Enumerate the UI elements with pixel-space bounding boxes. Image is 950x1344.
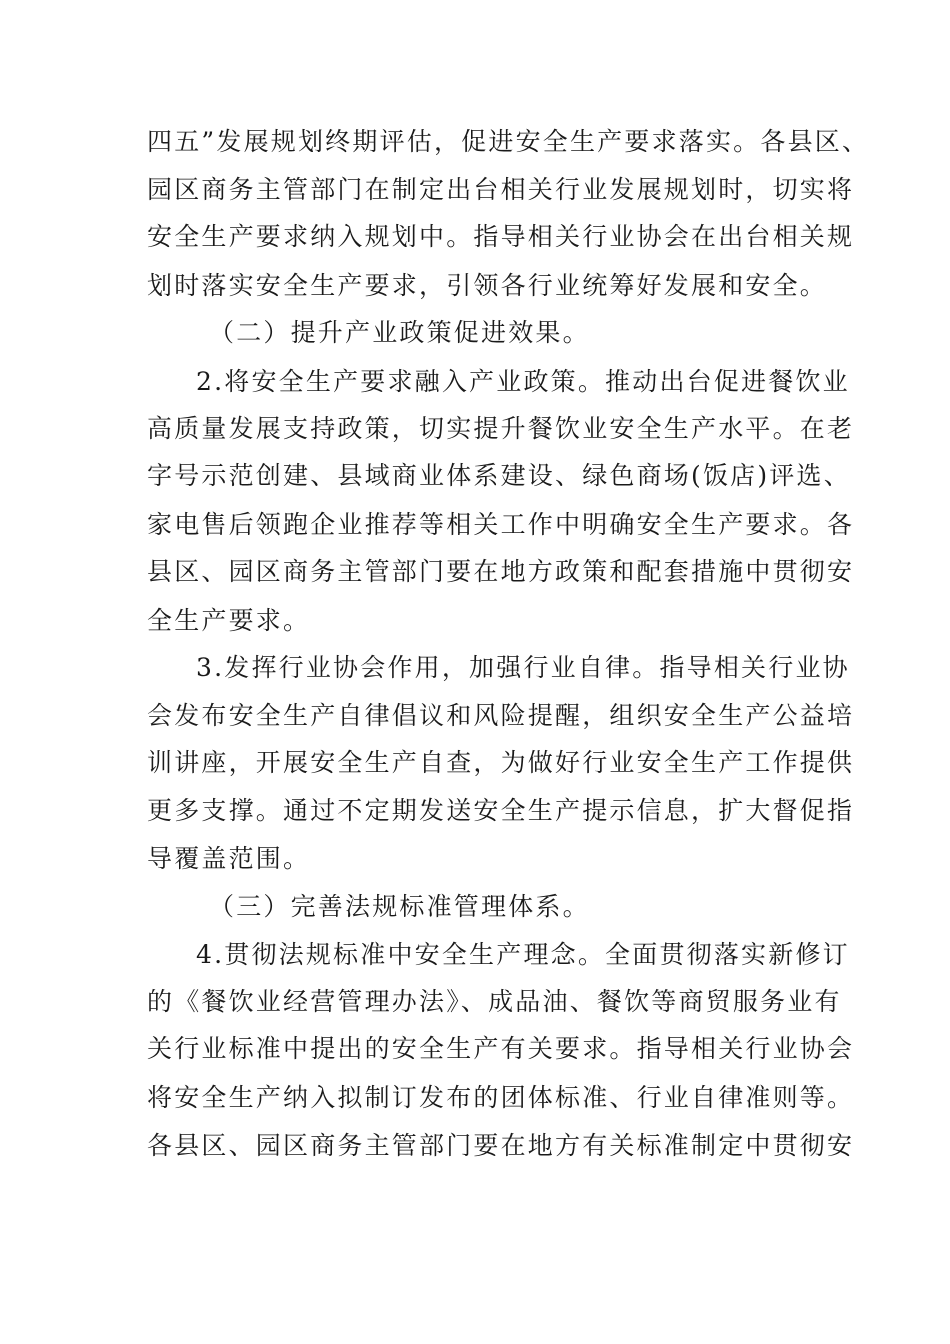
text-line: 训讲座，开展安全生产自查，为做好行业安全生产工作提供 bbox=[147, 748, 855, 777]
text-line: 家电售后领跑企业推荐等相关工作中明确安全生产要求。各 bbox=[147, 510, 855, 539]
paragraph-start: 4.贯彻法规标准中安全生产理念。全面贯彻落实新修订 bbox=[196, 940, 850, 969]
text-line: 安全生产要求纳入规划中。指导相关行业协会在出台相关规 bbox=[147, 222, 855, 251]
text-line: 将安全生产纳入拟制订发布的团体标准、行业自律准则等。 bbox=[147, 1083, 855, 1112]
paragraph-start: 3.发挥行业协会作用，加强行业自律。指导相关行业协 bbox=[196, 653, 850, 682]
text-line: 导覆盖范围。 bbox=[147, 844, 311, 873]
text-line: 高质量发展支持政策，切实提升餐饮业安全生产水平。在老 bbox=[147, 414, 855, 443]
text-line: 更多支撑。通过不定期发送安全生产提示信息，扩大督促指 bbox=[147, 796, 855, 825]
text-line: 字号示范创建、县域商业体系建设、绿色商场(饭店)评选、 bbox=[147, 461, 851, 490]
text-line: 的《餐饮业经营管理办法》、成品油、餐饮等商贸服务业有 bbox=[147, 987, 842, 1016]
text-line: 各县区、园区商务主管部门要在地方有关标准制定中贯彻安 bbox=[147, 1131, 855, 1160]
text-line: 全生产要求。 bbox=[147, 606, 311, 635]
text-line: 划时落实安全生产要求，引领各行业统筹好发展和安全。 bbox=[147, 271, 828, 300]
section-heading: （三）完善法规标准管理体系。 bbox=[209, 892, 590, 921]
section-heading: （二）提升产业政策促进效果。 bbox=[209, 318, 590, 347]
text-line: 关行业标准中提出的安全生产有关要求。指导相关行业协会 bbox=[147, 1034, 855, 1063]
text-line: 会发布安全生产自律倡议和风险提醒，组织安全生产公益培 bbox=[147, 701, 855, 730]
text-line: 四五”发展规划终期评估，促进安全生产要求落实。各县区、 bbox=[147, 127, 870, 156]
text-line: 园区商务主管部门在制定出台相关行业发展规划时，切实将 bbox=[147, 175, 855, 204]
text-line: 县区、园区商务主管部门要在地方政策和配套措施中贯彻安 bbox=[147, 557, 855, 586]
paragraph-start: 2.将安全生产要求融入产业政策。推动出台促进餐饮业 bbox=[196, 367, 850, 396]
